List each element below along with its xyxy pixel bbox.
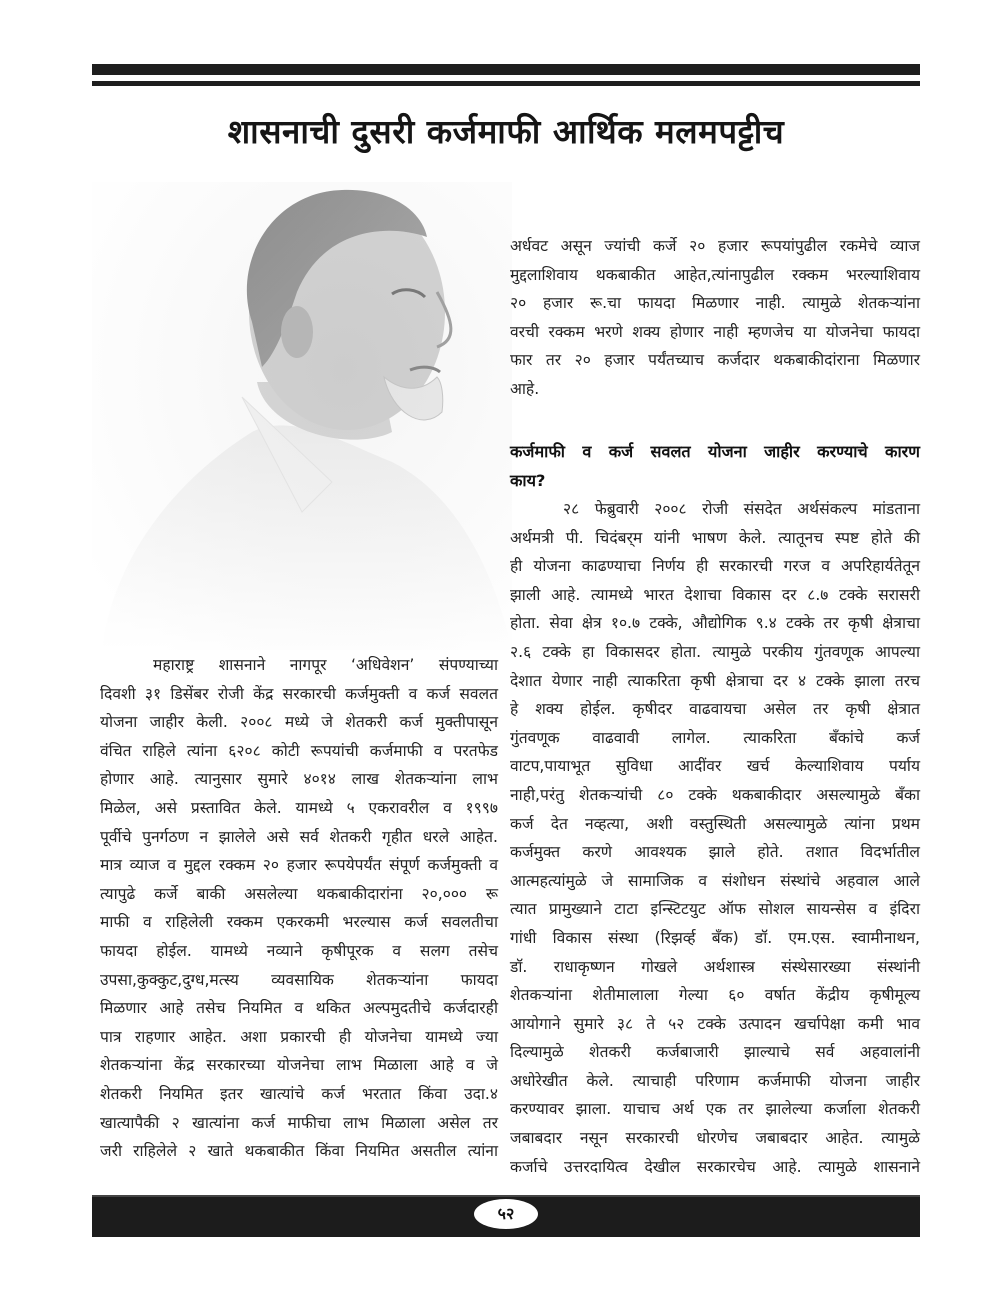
paragraph-line: पात्र राहणार आहेत. अशा प्रकारची ही योजनेचा यामध्ये ज्या <box>100 1027 498 1046</box>
left-column-body <box>100 651 498 1166</box>
paragraph-line: होणार आहे. त्यानुसार सुमारे ४०१४ लाख शेतकऱ्यांना लाभ <box>100 770 498 789</box>
paragraph-line: ही योजना काढण्याचा निर्णय ही सरकारची गरज व अपरिहार्यतेतून <box>510 557 920 576</box>
paragraph-line: वाटप,पायाभूत सुविधा आदींवर खर्च केल्याशिवाय पर्याय <box>510 757 920 776</box>
paragraph-line: मात्र व्याज व मुद्दल रक्कम २० हजार रूपयेपर्यंत संपूर्ण कर्जमुक्ती व <box>100 856 498 875</box>
paragraph-line: महाराष्ट्र शासनाने नागपूर ‘अधिवेशन’ संपण्याच्या <box>153 656 498 674</box>
article-title: शासनाची दुसरी कर्जमाफी आर्थिक मलमपट्टीच <box>227 112 785 151</box>
paragraph-line: फायदा होईल. यामध्ये नव्याने कृषीपूरक व सलग तसेच <box>100 941 498 960</box>
paragraph-line: कर्ज देत नव्हत्या, अशी वस्तुस्थिती असल्यामुळे त्यांना प्रथम <box>510 814 920 833</box>
paragraph-line: मुद्दलाशिवाय थकबाकीत आहेत,त्यांनापुढील रक्कम भरल्याशिवाय <box>510 265 920 284</box>
paragraph-line: शेतकऱ्यांना शेतीमालाला गेल्या ६० वर्षात केंद्रीय कृषीमूल्य <box>510 986 920 1005</box>
paragraph-line: करण्यावर झाला. याचाच अर्थ एक तर झालेल्या कर्जाला शेतकरी <box>510 1100 920 1119</box>
portrait-photo-icon <box>92 182 512 650</box>
right-column-main <box>510 437 920 1181</box>
paragraph-line: त्यापुढे कर्जे बाकी असलेल्या थकबाकीदारांना २०,००० रू <box>100 884 498 903</box>
paragraph-line: अर्थमत्री पी. चिदंबर्‌म यांनी भाषण केले. त्यातूनच स्पष्ट होते की <box>510 528 920 547</box>
paragraph-line: २० हजार रू.चा फायदा मिळणार नाही. त्यामुळे शेतकऱ्यांना <box>510 294 920 313</box>
header-rule-thin <box>92 81 920 86</box>
paragraph-line: शेतकरी नियमित इतर खात्यांचे कर्ज भरतात किंवा उदा.४ <box>100 1084 498 1103</box>
paragraph-line: नाही,परंतु शेतकऱ्यांची ८० टक्के थकबाकीदार असल्यामुळे बँका <box>510 785 920 804</box>
paragraph-line: जरी राहिलेले २ खाते थकबाकीत किंवा नियमित असतील त्यांना <box>100 1142 498 1161</box>
paragraph-line: कर्जाचे उत्तरदायित्व देखील सरकारचेच आहे. त्यामुळे शासनाने <box>510 1157 920 1176</box>
paragraph-line: माफी व राहिलेली रक्कम एकरकमी भरल्यास कर्ज सवलतीचा <box>100 913 498 932</box>
paragraph-line: उपसा,कुक्कुट,दुग्ध,मत्स्य व्यवसायिक शेतकऱ्यांना फायदा <box>100 970 498 989</box>
paragraph-line: आहे. <box>510 379 540 398</box>
paragraph-line: २८ फेब्रुवारी २००८ रोजी संसदेत अर्थसंकल्प मांडताना <box>563 500 920 518</box>
paragraph-line: जबाबदार नसून सरकारची धोरणेच जबाबदार आहेत. त्यामुळे <box>510 1129 920 1148</box>
page-number: ५२ <box>474 1199 538 1229</box>
paragraph-line: पूर्वीचे पुनर्गठण न झालेले असे सर्व शेतकरी गृहीत धरले आहेत. <box>100 827 498 846</box>
paragraph-line: दिवशी ३१ डिसेंबर रोजी केंद्र सरकारची कर्जमुक्ती व कर्ज सवलत <box>100 684 498 703</box>
paragraph-line: हे शक्य होईल. कृषीदर वाढवायचा असेल तर कृषी क्षेत्रात <box>510 700 920 719</box>
paragraph-line: फार तर २० हजार पर्यंतच्याच कर्जदार थकबाकीदांराना मिळणार <box>510 351 920 370</box>
paragraph-line: झाली आहे. त्यामध्ये भारत देशाचा विकास दर ८.७ टक्के सरासरी <box>510 585 920 604</box>
paragraph-line: डॉ. राधाकृष्णन गोखले अर्थशास्त्र संस्थेसारख्या संस्थांनी <box>510 957 920 976</box>
section-subheading <box>510 437 920 495</box>
paragraph-line: मिळणार आहे तसेच नियमित व थकित अल्पमुदतीचे कर्जदारही <box>100 999 498 1018</box>
paragraph-line: शेतकऱ्यांना केंद्र सरकारच्या योजनेचा लाभ मिळाला आहे व जे <box>100 1056 498 1075</box>
paragraph-line: खात्यापैकी २ खात्यांना कर्ज माफीचा लाभ मिळाला असेल तर <box>100 1113 498 1132</box>
subheading-line: काय? <box>510 471 546 490</box>
paragraph-line: गांधी विकास संस्था (रिझर्व्ह बँक) डॉ. एम.एस. स्वामीनाथन, <box>510 928 920 947</box>
paragraph-line: त्यात प्रामुख्याने टाटा इन्स्टिटयुट ऑफ सोशल सायन्सेस व इंदिरा <box>510 900 920 919</box>
paragraph-line: आयोगाने सुमारे ३८ ते ५२ टक्के उत्पादन खर्चापेक्षा कमी भाव <box>510 1014 920 1033</box>
paragraph-line: आत्महत्यांमुळे जे सामाजिक व संशोधन संस्थांचे अहवाल आले <box>510 871 920 890</box>
paragraph-line: वरची रक्कम भरणे शक्य होणार नाही म्हणजेच या योजनेचा फायदा <box>510 322 920 341</box>
paragraph-line: अर्धवट असून ज्यांची कर्जे २० हजार रूपयांपुढील रकमेचे व्याज <box>510 237 920 255</box>
paragraph-line: देशात येणार नाही त्याकरिता कृषी क्षेत्राचा दर ४ टक्के झाला तरच <box>510 671 920 690</box>
header-rule-thick <box>92 64 920 75</box>
paragraph-line: गुंतवणूक वाढवावी लागेल. त्याकरिता बँकांचे कर्ज <box>510 728 920 747</box>
paragraph-line: वंचित राहिले त्यांना ६२०८ कोटी रूपयांची कर्जमाफी व परतफेड <box>100 741 498 760</box>
subheading-line: कर्जमाफी व कर्ज सवलत योजना जाहीर करण्याचे कारण <box>510 442 920 461</box>
paragraph-line: अधोरेखीत केले. त्याचाही परिणाम कर्जमाफी योजना जाहीर <box>510 1071 920 1090</box>
paragraph-line: दिल्यामुळे शेतकरी कर्जबाजारी झाल्याचे सर्व अहवालांनी <box>510 1043 920 1062</box>
right-column-intro <box>510 232 920 404</box>
paragraph-line: कर्जमुक्त करणे आवश्यक झाले होते. तशात विदर्भातील <box>510 843 920 862</box>
portrait-photo <box>92 182 512 650</box>
paragraph-line: मिळेल, असे प्रस्तावित केले. यामध्ये ५ एकरावरील व १९९७ <box>100 798 498 817</box>
paragraph-line: २.६ टक्के हा विकासदर होता. त्यामुळे परकीय गुंतवणूक आपल्या <box>510 642 920 661</box>
paragraph-line: होता. सेवा क्षेत्र १०.७ टक्के, औद्योगिक ९.४ टक्के तर कृषी क्षेत्राचा <box>510 614 920 633</box>
paragraph-line: योजना जाहीर केली. २००८ मध्ये जे शेतकरी कर्ज मुक्तीपासून <box>100 713 498 732</box>
